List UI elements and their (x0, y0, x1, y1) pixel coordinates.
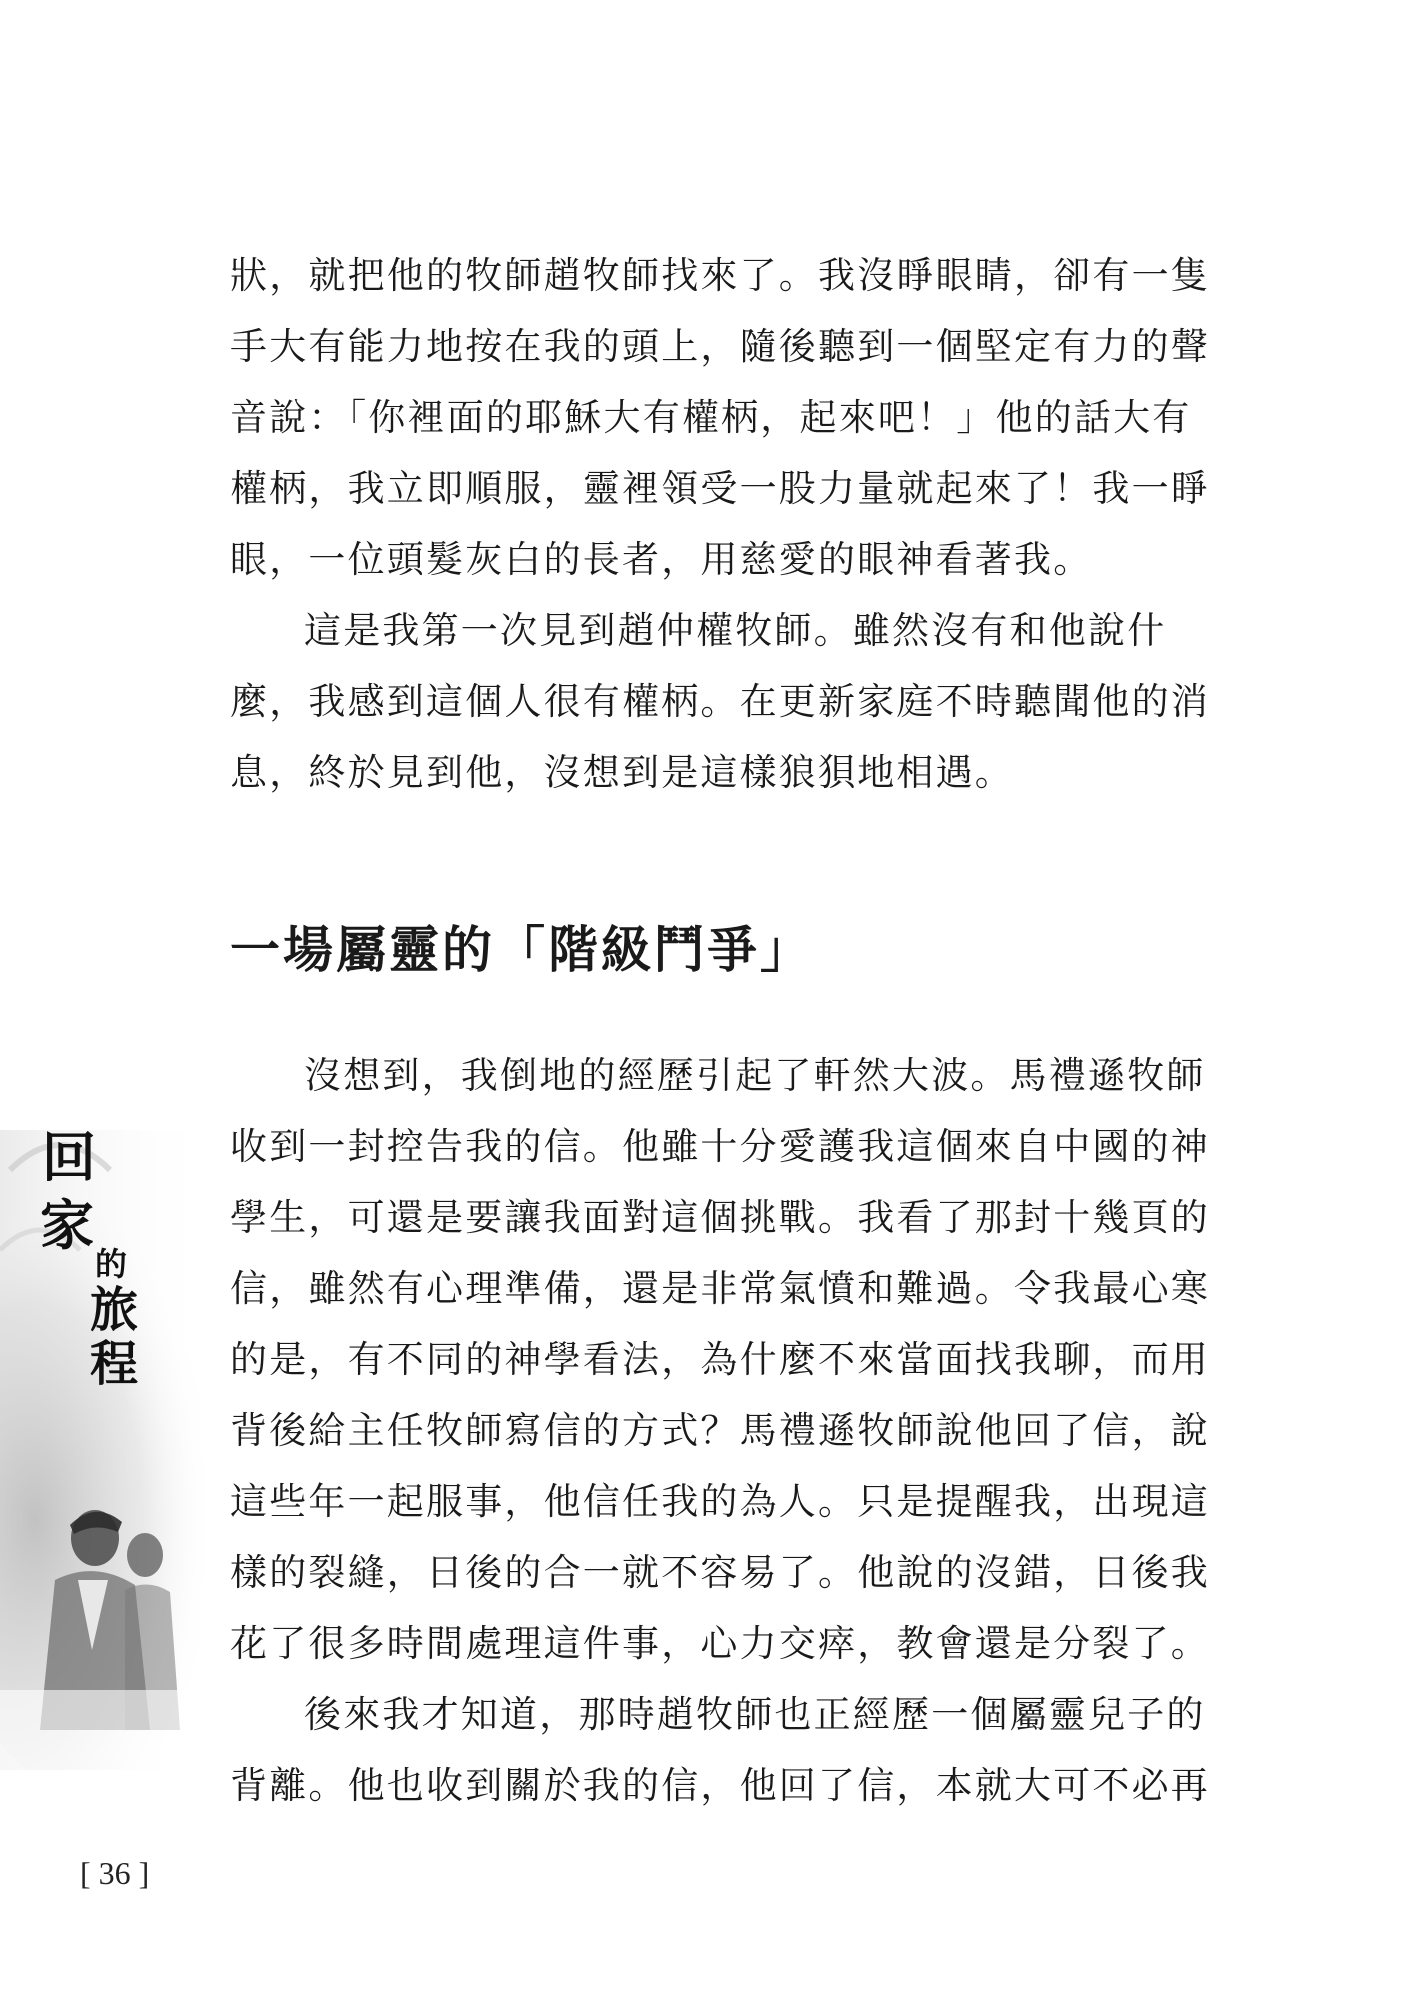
text-line: 學生，可還是要讓我面對這個挑戰。我看了那封十幾頁的 (230, 1196, 1210, 1239)
text-line: 收到一封控告我的信。他雖十分愛護我這個來自中國的神 (230, 1125, 1210, 1168)
text-line: 的是，有不同的神學看法，為什麼不來當面找我聊，而用 (230, 1338, 1210, 1381)
text-line: 這是我第一次見到趙仲權牧師。雖然沒有和他說什 (304, 609, 1167, 652)
text-line: 音說：「你裡面的耶穌大有權柄，起來吧！」他的話大有 (230, 396, 1192, 439)
section-heading: 一場屬靈的「階級鬥爭」 (230, 920, 813, 979)
text-line: 信，雖然有心理準備，還是非常氣憤和難過。令我最心寒 (230, 1267, 1210, 1310)
text-line: 背後給主任牧師寫信的方式？馬禮遜牧師說他回了信，說 (230, 1409, 1210, 1452)
text-line: 沒想到，我倒地的經歷引起了軒然大波。馬禮遜牧師 (304, 1054, 1206, 1097)
book-title-char: 回 (42, 1125, 96, 1189)
book-title-char: 程 (90, 1336, 139, 1392)
text-line: 後來我才知道，那時趙牧師也正經歷一個屬靈兒子的 (304, 1693, 1206, 1736)
book-title-char: 旅 (90, 1282, 139, 1338)
text-line: 樣的裂縫，日後的合一就不容易了。他說的沒錯，日後我 (230, 1551, 1210, 1594)
book-title-char: 的 (95, 1245, 128, 1283)
text-line: 花了很多時間處理這件事，心力交瘁，教會還是分裂了。 (230, 1622, 1210, 1665)
text-line: 手大有能力地按在我的頭上，隨後聽到一個堅定有力的聲 (230, 325, 1210, 368)
body-text-top (230, 240, 1210, 808)
body-text-section (230, 1040, 1210, 1821)
text-line: 眼，一位頭髮灰白的長者，用慈愛的眼神看著我。 (230, 538, 1093, 581)
text-line: 狀，就把他的牧師趙牧師找來了。我沒睜眼睛，卻有一隻 (230, 254, 1210, 297)
page-number: [ 36 ] (80, 1855, 150, 1891)
side-decoration (0, 1125, 215, 1770)
text-line: 這些年一起服事，他信任我的為人。只是提醒我，出現這 (230, 1480, 1210, 1523)
text-line: 息，終於見到他，沒想到是這樣狼狽地相遇。 (230, 751, 1014, 794)
faded-photo-illustration (0, 1125, 215, 1770)
book-title-char: 家 (40, 1193, 94, 1257)
text-line: 權柄，我立即順服，靈裡領受一股力量就起來了！我一睜 (230, 467, 1210, 510)
text-line: 麼，我感到這個人很有權柄。在更新家庭不時聽聞他的消 (230, 680, 1210, 723)
text-line: 背離。他也收到關於我的信，他回了信，本就大可不必再 (230, 1764, 1210, 1807)
